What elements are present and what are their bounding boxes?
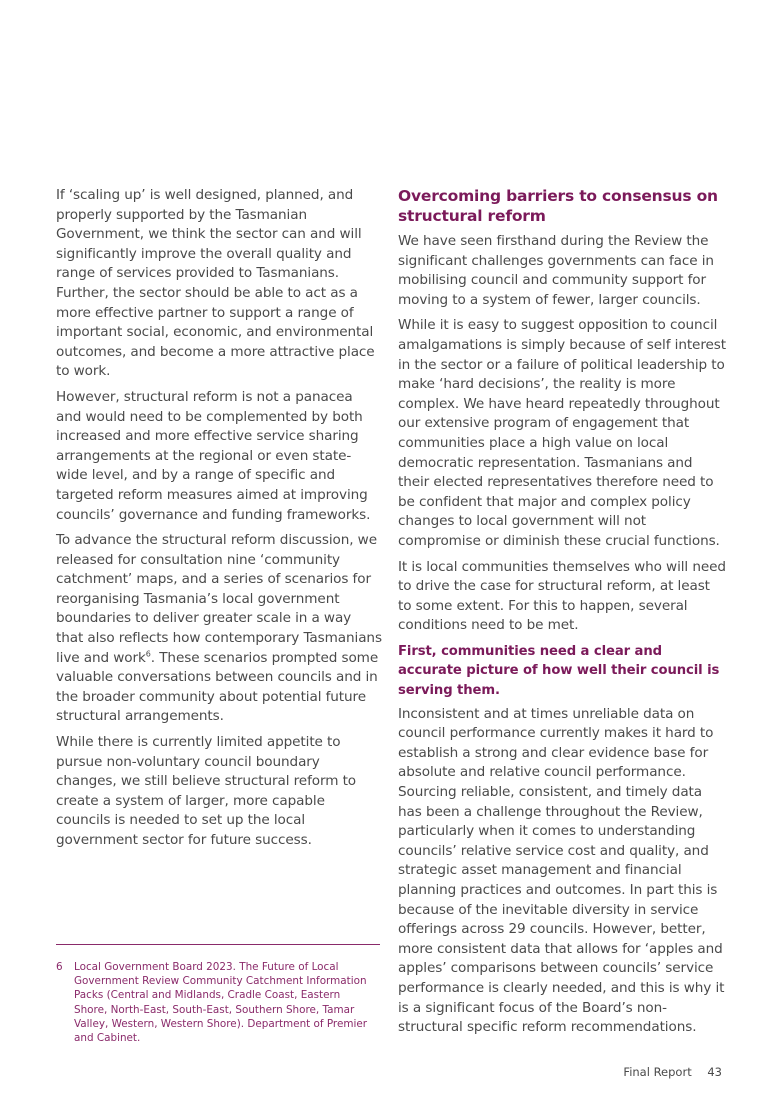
section-subheading: First, communities need a clear and accurate picture of how well their council is serving them. [398,643,720,699]
body-paragraph: Inconsistent and at times unreliable data on council performance currently makes it hard to establish a strong and clear evidence base for absolute and relative council performance. Sourcing reliable, consistent, and timely data has been a challenge throughout the Review, particularly when it comes to understanding councils’ relative service cost and quality, and strategic asset management and financial planning practices and outcomes. In part this is because of the inevitable diversity in service offerings across 29 councils. However, better, more consistent data that allows for ‘apples and apples’ comparisons between councils’ service performance is clearly needed, and this is why it is a significant focus of the Board’s non-structural specific reform recommendations. [398,705,725,1036]
right-column [398,186,726,1044]
page-footer [623,1065,722,1079]
body-paragraph: It is local communities themselves who will need to drive the case for structural reform, at least to some extent. For this to happen, several conditions need to be met. [398,558,726,634]
body-paragraph: If ‘scaling up’ is well designed, planned, and properly supported by the Tasmanian Government, we think the sector can and will significantly improve the overall quality and range of services provided to Tasmanians. Further, the sector should be able to act as a more effective partner to support a range of important social, economic, and environmental outcomes, and become a more attractive place to work. [56,187,375,380]
footnote-number: 6 [56,961,63,973]
body-text: To advance the structural reform discussion, we released for consultation nine ‘community catchment’ maps, and a series of scenarios for reorganising Tasmania’s local government boundaries to deliver greater scale in a way that also reflects how contemporary Tasmanians live and work [56,532,382,666]
body-paragraph: While there is currently limited appetite to pursue non-voluntary council boundary changes, we still believe structural reform to create a system of larger, more capable councils is needed to set up the local government sector for future success. [56,734,357,848]
footnote-text: Local Government Board 2023. The Future of Local Government Review Community Catchment Information Packs (Central and Midlands, Cradle Coast, Eastern Shore, North-East, South-East, Southern Shore, Tamar Valley, Western, Western Shore). Department of Premier and Cabinet. [74,961,368,1045]
body-paragraph: While it is easy to suggest opposition to council amalgamations is simply because of self interest in the sector or a failure of political leadership to make ‘hard decisions’, the reality is more complex. We have heard repeatedly throughout our extensive program of engagement that communities place a high value on local democratic representation. Tasmanians and their elected representatives therefore need to be confident that major and complex policy changes to local government will not compromise or diminish these crucial functions. [398,317,726,549]
footer-label: Final Report [623,1065,692,1079]
page-number: 43 [707,1065,722,1079]
footnote-reference-link[interactable]: 6 [145,649,151,659]
body-paragraph: We have seen firsthand during the Review the significant challenges governments can face in mobilising council and community support for moving to a system of fewer, larger councils. [398,233,714,308]
left-column [56,186,382,857]
footnote-divider [56,944,380,945]
body-text: . These scenarios prompted some valuable conversations between councils and in the broader community about potential future structural arrangements. [56,649,379,725]
body-paragraph: However, structural reform is not a panacea and would need to be complemented by both increased and more effective service sharing arrangements at the regional or even state-wide level, and by a range of specific and targeted reform measures aimed at improving councils’ governance and funding frameworks. [56,388,371,523]
footnote [56,960,376,1045]
body-paragraph [56,531,382,727]
section-heading: Overcoming barriers to consensus on structural reform [398,187,718,225]
